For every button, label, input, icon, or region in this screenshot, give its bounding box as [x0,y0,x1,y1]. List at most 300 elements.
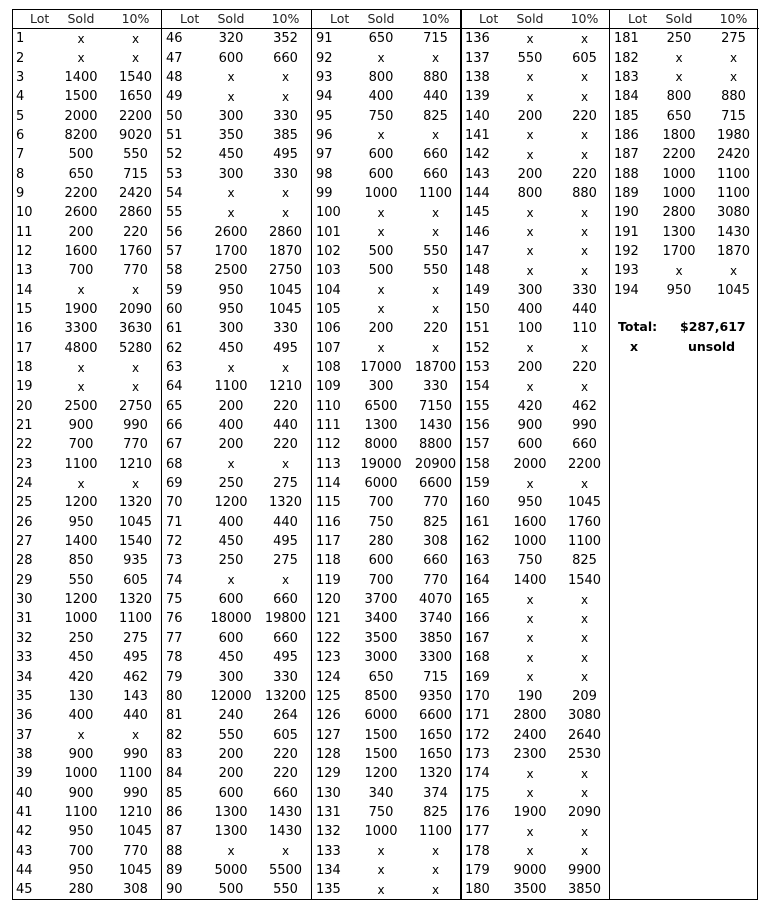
sold-value: 3500 [513,882,547,898]
table-row [312,48,461,67]
sold-value: 420 [517,398,543,414]
sold-value: 450 [218,147,244,163]
sold-value: 1600 [64,243,98,259]
ten-percent-value: x [580,263,589,278]
sold-value: 950 [68,514,94,530]
sold-value: x [377,341,385,356]
table-row [312,300,461,319]
table-row [312,435,461,454]
table-row [312,222,461,241]
ten-percent-value: x [580,89,589,104]
sales-table [12,9,758,900]
ten-percent-value: 1320 [118,592,153,608]
ten-percent-value: 825 [423,108,448,124]
ten-percent-value: x [431,302,440,317]
header-sold: Sold [516,11,544,26]
table-row [162,667,311,686]
table-row [461,145,610,164]
sold-value: 1600 [513,514,547,530]
table-row [461,203,610,222]
lot-number: 171 [465,708,490,724]
ten-percent-value: 1100 [418,824,453,840]
ten-percent-value: 1320 [418,766,453,782]
ten-percent-value: 1760 [118,243,153,259]
sold-value: x [526,31,534,46]
lot-number: 50 [166,108,183,124]
ten-percent-value: x [729,51,738,66]
ten-percent-value: x [580,592,589,607]
sold-value: 5000 [214,862,248,878]
lot-number: 143 [465,166,490,182]
lot-number: 57 [166,243,183,259]
ten-percent-value: 20900 [414,456,457,472]
sold-value: 2000 [513,456,547,472]
lot-number: 102 [316,243,341,259]
ten-percent-value: x [580,476,589,491]
ten-percent-value: 385 [273,127,298,143]
table-row [12,571,161,590]
lot-number: 156 [465,418,490,434]
sold-value: x [377,863,385,878]
lot-number: 131 [316,804,341,820]
ten-percent-value: 330 [273,108,298,124]
ten-percent-value: 19800 [264,611,307,627]
table-row [461,164,610,183]
table-row [610,242,759,261]
sold-value: 8000 [364,437,398,453]
table-row [312,803,461,822]
table-row [461,764,610,783]
lot-number: 65 [166,398,183,414]
lot-number: 105 [316,301,341,317]
lot-number: 68 [166,456,183,472]
ten-percent-value: 2860 [118,205,153,221]
sold-value: 250 [666,31,692,47]
lot-number: 140 [465,108,490,124]
lot-number: 67 [166,437,183,453]
ten-percent-value: x [580,631,589,646]
ten-percent-value: 880 [423,69,448,85]
table-row [12,300,161,319]
table-row [312,687,461,706]
lot-number: 123 [316,650,341,666]
ten-percent-value: 605 [123,572,148,588]
table-row [12,648,161,667]
table-row [312,319,461,338]
ten-percent-value: 1100 [118,611,153,627]
sold-value: 1300 [662,224,696,240]
lot-number: 95 [316,108,333,124]
ten-percent-value: 220 [273,766,298,782]
lot-number: 82 [166,727,183,743]
lot-number: 84 [166,766,183,782]
ten-percent-value: x [431,225,440,240]
table-row [162,687,311,706]
sold-value: 800 [666,89,692,105]
lot-number: 7 [16,147,25,163]
lot-number: 51 [166,127,183,143]
lot-number: 110 [316,398,341,414]
column-divider [460,9,462,900]
sold-value: 400 [68,708,94,724]
sold-value: 2400 [513,727,547,743]
sold-value: 18000 [210,611,252,627]
table-row [12,706,161,725]
ten-percent-value: 605 [273,727,298,743]
sold-value: 240 [218,708,244,724]
table-row [312,745,461,764]
ten-percent-value: x [431,128,440,143]
table-row [12,493,161,512]
sold-value: x [77,360,85,375]
table-row [12,126,161,145]
lot-number: 83 [166,746,183,762]
lot-number: 154 [465,379,490,395]
sold-value: 550 [517,50,543,66]
ten-percent-value: 4070 [418,592,453,608]
table-row [162,609,311,628]
lot-number: 146 [465,224,490,240]
table-row [162,551,311,570]
ten-percent-value: x [131,476,140,491]
sold-value: 340 [368,785,394,801]
ten-percent-value: 264 [273,708,298,724]
sold-value: 19000 [360,456,402,472]
sold-value: 450 [218,534,244,550]
lot-number: 39 [16,766,33,782]
lot-number: 185 [614,108,639,124]
lot-number: 35 [16,688,33,704]
sold-value: 850 [68,553,94,569]
ten-percent-value: x [580,341,589,356]
sold-value: 400 [218,418,244,434]
sold-value: 600 [368,166,394,182]
lot-number: 99 [316,185,333,201]
sold-value: 1700 [662,243,696,259]
lot-number: 19 [16,379,33,395]
ten-percent-value: 330 [572,282,597,298]
table-row [312,87,461,106]
table-row [312,629,461,648]
sold-value: x [377,128,385,143]
ten-percent-value: 660 [273,50,298,66]
lot-number: 4 [16,89,25,105]
ten-percent-value: 220 [572,360,597,376]
header-ten-percent: 10% [570,11,599,26]
table-row [312,126,461,145]
table-row [12,474,161,493]
table-row [312,822,461,841]
lot-number: 46 [166,31,183,47]
sold-value: 1500 [364,746,398,762]
lot-number: 186 [614,127,639,143]
table-row [162,145,311,164]
table-row [461,184,610,203]
lot-number: 31 [16,611,33,627]
ten-percent-value: x [729,70,738,85]
sold-value: 12000 [210,688,252,704]
header-row [12,9,161,29]
ten-percent-value: 8800 [418,437,453,453]
ten-percent-value: 3740 [418,611,453,627]
ten-percent-value: 495 [273,650,298,666]
table-row [610,280,759,299]
sold-value: 9000 [513,862,547,878]
ten-percent-value: 220 [273,437,298,453]
total-label: Total: [618,319,658,334]
sold-value: x [227,360,235,375]
ten-percent-value: 9900 [567,862,602,878]
sold-value: 200 [517,108,543,124]
lot-number: 43 [16,843,33,859]
lot-number: 141 [465,127,490,143]
lot-number: 168 [465,650,490,666]
sold-value: 950 [517,495,543,511]
ten-percent-value: 374 [423,785,448,801]
table-row [461,319,610,338]
ten-percent-value: 770 [123,263,148,279]
lot-number: 122 [316,630,341,646]
column-block [610,9,759,900]
table-row [162,397,311,416]
ten-percent-value: 660 [423,166,448,182]
table-row [461,29,610,48]
ten-percent-value: 1430 [418,418,453,434]
table-row [461,880,610,899]
table-row [461,416,610,435]
lot-number: 114 [316,476,341,492]
ten-percent-value: 209 [572,688,597,704]
lot-number: 103 [316,263,341,279]
sold-value: 200 [218,398,244,414]
column-block [461,9,610,900]
lot-number: 8 [16,166,25,182]
ten-percent-value: 275 [721,31,746,47]
lot-number: 6 [16,127,25,143]
sold-value: x [526,844,534,859]
ten-percent-value: 825 [423,804,448,820]
lot-number: 184 [614,89,639,105]
ten-percent-value: 1100 [118,766,153,782]
table-row [162,861,311,880]
ten-percent-value: 550 [273,882,298,898]
ten-percent-value: 660 [423,147,448,163]
sold-value: 700 [68,263,94,279]
sold-value: 950 [68,824,94,840]
table-row [162,203,311,222]
sold-value: 1000 [662,185,696,201]
sold-value: 1000 [364,824,398,840]
lot-number: 12 [16,243,33,259]
sold-value: 1400 [64,69,98,85]
ten-percent-value: 275 [273,476,298,492]
table-row [12,358,161,377]
sold-value: 2600 [64,205,98,221]
column-block [162,9,311,900]
table-row [312,841,461,860]
sold-value: 3700 [364,592,398,608]
table-row [461,68,610,87]
lot-number: 124 [316,669,341,685]
table-row [610,106,759,125]
lot-number: 157 [465,437,490,453]
lot-number: 73 [166,553,183,569]
lot-number: 134 [316,862,341,878]
table-row [12,551,161,570]
sold-value: x [77,379,85,394]
table-row [162,571,311,590]
lot-number: 59 [166,282,183,298]
ten-percent-value: 1320 [268,495,303,511]
ten-percent-value: 440 [572,301,597,317]
lot-number: 125 [316,688,341,704]
header-ten-percent: 10% [271,11,300,26]
sold-value: x [377,51,385,66]
sold-value: 950 [218,301,244,317]
table-row [461,435,610,454]
ten-percent-value: 1210 [118,804,153,820]
table-row [461,222,610,241]
table-row [461,48,610,67]
table-row [162,68,311,87]
lot-number: 55 [166,205,183,221]
ten-percent-value: 825 [423,514,448,530]
sold-value: 2200 [662,147,696,163]
lot-number: 190 [614,205,639,221]
sold-value: 190 [517,688,543,704]
ten-percent-value: 1100 [716,185,751,201]
ten-percent-value: 2750 [118,398,153,414]
ten-percent-value: 330 [423,379,448,395]
lot-number: 149 [465,282,490,298]
ten-percent-value: 220 [572,108,597,124]
lot-number: 169 [465,669,490,685]
lot-number: 133 [316,843,341,859]
sold-value: 200 [218,746,244,762]
table-row [162,416,311,435]
table-row [12,280,161,299]
table-row [461,648,610,667]
ten-percent-value: x [431,844,440,859]
lot-number: 159 [465,476,490,492]
lot-number: 27 [16,534,33,550]
ten-percent-value: 440 [423,89,448,105]
ten-percent-value: 660 [273,785,298,801]
ten-percent-value: 440 [273,514,298,530]
lot-number: 91 [316,31,333,47]
lot-number: 181 [614,31,639,47]
table-row [312,609,461,628]
sold-value: 1500 [364,727,398,743]
sold-value: 2600 [214,224,248,240]
lot-number: 58 [166,263,183,279]
ten-percent-value: 660 [572,437,597,453]
lot-number: 115 [316,495,341,511]
ten-percent-value: 990 [123,785,148,801]
lot-number: 152 [465,340,490,356]
table-row [461,803,610,822]
lot-number: 93 [316,69,333,85]
lot-number: 129 [316,766,341,782]
sold-value: 1000 [64,611,98,627]
table-row [12,339,161,358]
table-row [162,242,311,261]
ten-percent-value: x [131,728,140,743]
lot-number: 160 [465,495,490,511]
table-row [162,48,311,67]
lot-number: 96 [316,127,333,143]
sold-value: 8500 [364,688,398,704]
ten-percent-value: 935 [123,553,148,569]
ten-percent-value: 715 [423,669,448,685]
lot-number: 191 [614,224,639,240]
table-row [12,261,161,280]
sold-value: 200 [68,224,94,240]
sold-value: 200 [368,321,394,337]
ten-percent-value: x [131,360,140,375]
table-row [12,841,161,860]
table-row [461,551,610,570]
table-row [461,725,610,744]
table-row [312,474,461,493]
sold-value: 800 [517,185,543,201]
ten-percent-value: x [580,611,589,626]
sold-value: 200 [218,437,244,453]
lot-number: 62 [166,340,183,356]
table-row [461,532,610,551]
sold-value: 250 [218,553,244,569]
ten-percent-value: x [580,786,589,801]
lot-number: 153 [465,360,490,376]
table-row [461,106,610,125]
sold-value: 1300 [364,418,398,434]
table-row [12,687,161,706]
ten-percent-value: 1430 [716,224,751,240]
table-row [162,745,311,764]
table-row [12,416,161,435]
sold-value: 100 [517,321,543,337]
table-row [312,261,461,280]
ten-percent-value: 990 [123,418,148,434]
table-row [461,609,610,628]
table-row [12,29,161,48]
lot-number: 135 [316,882,341,898]
table-row [461,300,610,319]
sold-value: 900 [68,418,94,434]
lot-number: 112 [316,437,341,453]
sold-value: 3000 [364,650,398,666]
lot-number: 33 [16,650,33,666]
table-row [162,222,311,241]
ten-percent-value: x [580,128,589,143]
lot-number: 38 [16,746,33,762]
sold-value: 600 [218,785,244,801]
table-row [312,764,461,783]
ten-percent-value: x [431,863,440,878]
ten-percent-value: x [431,882,440,897]
ten-percent-value: x [281,205,290,220]
table-row [162,590,311,609]
table-row [461,455,610,474]
ten-percent-value: 440 [123,708,148,724]
table-row [312,513,461,532]
table-row [162,725,311,744]
table-row [610,87,759,106]
lot-number: 175 [465,785,490,801]
table-row [12,68,161,87]
lot-number: 128 [316,746,341,762]
table-row [610,261,759,280]
